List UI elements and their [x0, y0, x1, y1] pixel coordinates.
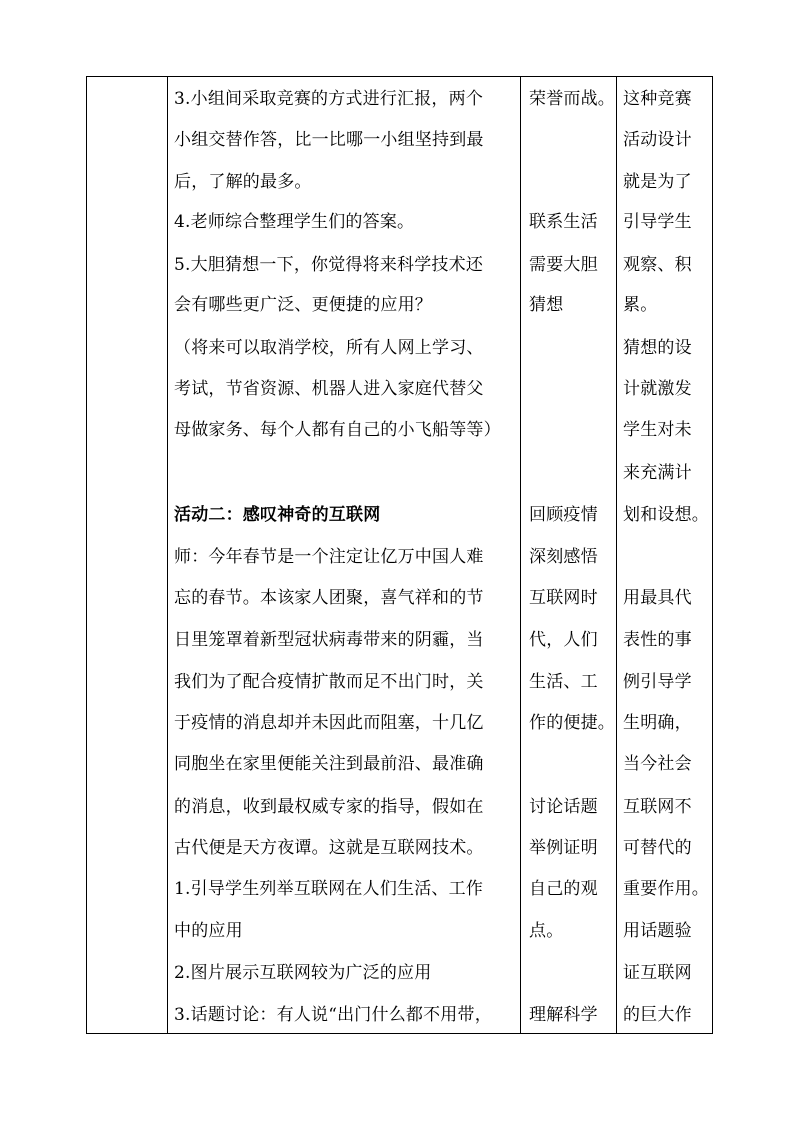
- text-line: 母做家务、每个人都有自己的小飞船等等）: [174, 420, 501, 440]
- text-line: 3.话题讨论：有人说“出门什么都不用带，: [174, 1005, 492, 1025]
- text-line: 5.大胆猜想一下，你觉得将来科学技术还: [174, 255, 484, 275]
- text-line: 同胞坐在家里便能关注到最前沿、最准确: [174, 754, 484, 774]
- text-line: 累。: [623, 295, 658, 315]
- table-cell-student-activity: [521, 77, 617, 1034]
- cell-content-design-intent: [617, 77, 712, 1033]
- text-line: 划和设想。: [623, 505, 709, 525]
- text-line: 的消息，收到最权威专家的指导，假如在: [174, 797, 484, 817]
- cell-content-teaching-process: [168, 77, 520, 1033]
- cell-content-stage: [87, 77, 167, 1033]
- text-line: 作的便捷。: [529, 713, 615, 733]
- text-line: 猜想: [529, 295, 564, 315]
- text-line: 代，人们: [529, 630, 598, 650]
- text-line: 回顾疫情: [529, 505, 598, 525]
- text-line: 点。: [529, 921, 564, 941]
- text-line: 计就激发: [623, 379, 692, 399]
- text-line: 这种竞赛: [623, 89, 692, 109]
- text-line: 学生对未: [623, 420, 692, 440]
- text-line: 生明确，: [623, 713, 692, 733]
- text-line: 我们为了配合疫情扩散而足不出门时，关: [174, 672, 484, 692]
- text-line: 日里笼罩着新型冠状病毒带来的阴霾，当: [174, 630, 484, 650]
- text-line: 证互联网: [623, 963, 692, 983]
- text-line: 就是为了: [623, 172, 692, 192]
- text-line: 理解科学: [529, 1005, 598, 1025]
- text-line: 4.老师综合整理学生们的答案。: [174, 212, 415, 232]
- text-line: 举例证明: [529, 838, 598, 858]
- text-line: 荣誉而战。: [529, 89, 615, 109]
- text-line: 3.小组间采取竞赛的方式进行汇报，两个: [174, 89, 484, 109]
- table-cell-teaching-process: [168, 77, 521, 1034]
- text-line: 1.引导学生列举互联网在人们生活、工作: [174, 879, 484, 899]
- table-cell-design-intent: [617, 77, 713, 1034]
- text-line: 于疫情的消息却并未因此而阻塞，十几亿: [174, 713, 484, 733]
- text-line: 表性的事: [623, 630, 692, 650]
- text-line: 观察、积: [623, 255, 692, 275]
- text-line: 来充满计: [623, 463, 692, 483]
- text-line: 的巨大作: [623, 1005, 692, 1025]
- text-line: 当今社会: [623, 754, 692, 774]
- cell-content-student-activity: [521, 77, 616, 1033]
- text-line: 小组交替作答，比一比哪一小组坚持到最: [174, 130, 484, 150]
- table-cell-stage: [87, 77, 168, 1034]
- text-line: 活动设计: [623, 130, 692, 150]
- text-line: 活动二：感叹神奇的互联网: [174, 505, 381, 525]
- text-line: 重要作用。: [623, 879, 709, 899]
- text-line: 忘的春节。本该家人团聚，喜气祥和的节: [174, 588, 484, 608]
- text-line: 生活、工: [529, 672, 598, 692]
- text-line: 后，了解的最多。: [174, 172, 312, 192]
- text-line: 可替代的: [623, 838, 692, 858]
- text-line: 会有哪些更广泛、更便捷的应用？: [174, 295, 432, 315]
- text-line: 深刻感悟: [529, 547, 598, 567]
- lesson-plan-table: [86, 76, 713, 1034]
- text-line: 用最具代: [623, 588, 692, 608]
- table-row: [87, 77, 713, 1034]
- text-line: 2.图片展示互联网较为广泛的应用: [174, 963, 432, 983]
- text-line: （将来可以取消学校，所有人网上学习、: [174, 338, 484, 358]
- text-line: 自己的观: [529, 879, 598, 899]
- text-line: 师：今年春节是一个注定让亿万中国人难: [174, 547, 484, 567]
- text-line: 用话题验: [623, 921, 692, 941]
- text-line: 考试，节省资源、机器人进入家庭代替父: [174, 379, 484, 399]
- text-line: 互联网时: [529, 588, 598, 608]
- text-line: 联系生活: [529, 212, 598, 232]
- text-line: 猜想的设: [623, 338, 692, 358]
- text-line: 需要大胆: [529, 255, 598, 275]
- text-line: 互联网不: [623, 797, 692, 817]
- text-line: 引导学生: [623, 212, 692, 232]
- text-line: 例引导学: [623, 672, 692, 692]
- text-line: 古代便是天方夜谭。这就是互联网技术。: [174, 838, 484, 858]
- text-line: 讨论话题: [529, 797, 598, 817]
- text-line: 中的应用: [174, 921, 243, 941]
